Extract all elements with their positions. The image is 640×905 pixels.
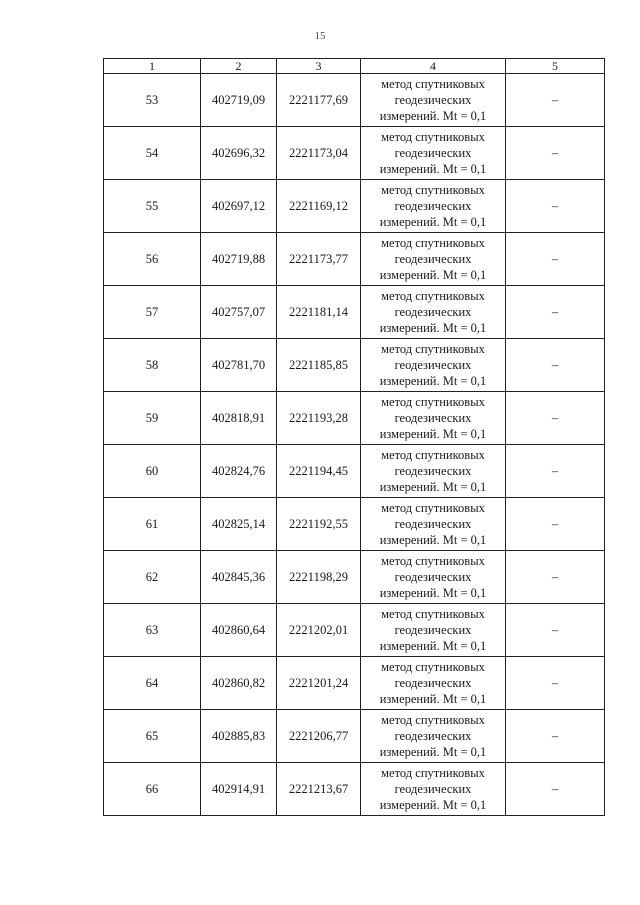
x-coordinate-cell: 402860,82	[201, 657, 277, 710]
point-number-cell: 65	[104, 710, 201, 763]
method-line: измерений. Mt = 0,1	[379, 215, 487, 229]
note-cell: –	[506, 127, 605, 180]
method-line: измерений. Mt = 0,1	[379, 586, 487, 600]
column-header: 1	[104, 59, 201, 74]
method-cell	[361, 763, 506, 816]
table-row	[104, 657, 605, 710]
y-coordinate-cell: 2221201,24	[277, 657, 361, 710]
note-cell: –	[506, 763, 605, 816]
method-cell	[361, 180, 506, 233]
method-line: геодезических	[394, 199, 472, 213]
table-row	[104, 604, 605, 657]
y-coordinate-cell: 2221177,69	[277, 74, 361, 127]
method-cell	[361, 286, 506, 339]
x-coordinate-cell: 402696,32	[201, 127, 277, 180]
note-cell: –	[506, 710, 605, 763]
column-header: 5	[506, 59, 605, 74]
x-coordinate-cell: 402914,91	[201, 763, 277, 816]
method-line: геодезических	[394, 729, 472, 743]
x-coordinate-cell: 402860,64	[201, 604, 277, 657]
method-line: геодезических	[394, 782, 472, 796]
method-line: метод спутниковых	[381, 766, 485, 780]
note-cell: –	[506, 551, 605, 604]
method-line: метод спутниковых	[381, 501, 485, 515]
method-line: геодезических	[394, 252, 472, 266]
method-cell	[361, 392, 506, 445]
method-line: метод спутниковых	[381, 183, 485, 197]
method-line: метод спутниковых	[381, 77, 485, 91]
method-cell	[361, 551, 506, 604]
note-cell: –	[506, 233, 605, 286]
method-line: измерений. Mt = 0,1	[379, 639, 487, 653]
x-coordinate-cell: 402885,83	[201, 710, 277, 763]
method-cell	[361, 657, 506, 710]
point-number-cell: 59	[104, 392, 201, 445]
note-cell: –	[506, 286, 605, 339]
x-coordinate-cell: 402825,14	[201, 498, 277, 551]
method-line: геодезических	[394, 93, 472, 107]
point-number-cell: 64	[104, 657, 201, 710]
y-coordinate-cell: 2221181,14	[277, 286, 361, 339]
method-cell	[361, 710, 506, 763]
x-coordinate-cell: 402697,12	[201, 180, 277, 233]
note-cell: –	[506, 392, 605, 445]
x-coordinate-cell: 402757,07	[201, 286, 277, 339]
method-line: метод спутниковых	[381, 289, 485, 303]
y-coordinate-cell: 2221206,77	[277, 710, 361, 763]
table-header-row	[104, 59, 605, 74]
y-coordinate-cell: 2221202,01	[277, 604, 361, 657]
method-line: геодезических	[394, 146, 472, 160]
method-line: измерений. Mt = 0,1	[379, 745, 487, 759]
method-line: измерений. Mt = 0,1	[379, 692, 487, 706]
method-line: метод спутниковых	[381, 342, 485, 356]
table-row	[104, 233, 605, 286]
method-cell	[361, 127, 506, 180]
y-coordinate-cell: 2221193,28	[277, 392, 361, 445]
method-cell	[361, 339, 506, 392]
point-number-cell: 57	[104, 286, 201, 339]
note-cell: –	[506, 180, 605, 233]
point-number-cell: 55	[104, 180, 201, 233]
y-coordinate-cell: 2221213,67	[277, 763, 361, 816]
x-coordinate-cell: 402719,88	[201, 233, 277, 286]
table-row	[104, 763, 605, 816]
method-line: измерений. Mt = 0,1	[379, 480, 487, 494]
table-row	[104, 445, 605, 498]
table-row	[104, 180, 605, 233]
method-line: метод спутниковых	[381, 236, 485, 250]
method-cell	[361, 74, 506, 127]
point-number-cell: 61	[104, 498, 201, 551]
method-line: метод спутниковых	[381, 554, 485, 568]
method-line: метод спутниковых	[381, 130, 485, 144]
method-cell	[361, 498, 506, 551]
note-cell: –	[506, 498, 605, 551]
table-row	[104, 74, 605, 127]
method-line: метод спутниковых	[381, 660, 485, 674]
point-number-cell: 53	[104, 74, 201, 127]
y-coordinate-cell: 2221185,85	[277, 339, 361, 392]
point-number-cell: 62	[104, 551, 201, 604]
y-coordinate-cell: 2221198,29	[277, 551, 361, 604]
method-line: геодезических	[394, 464, 472, 478]
table-row	[104, 392, 605, 445]
y-coordinate-cell: 2221173,77	[277, 233, 361, 286]
method-line: геодезических	[394, 411, 472, 425]
y-coordinate-cell: 2221194,45	[277, 445, 361, 498]
column-header: 4	[361, 59, 506, 74]
column-header: 2	[201, 59, 277, 74]
table-row	[104, 339, 605, 392]
method-line: измерений. Mt = 0,1	[379, 374, 487, 388]
table-row	[104, 710, 605, 763]
point-number-cell: 66	[104, 763, 201, 816]
method-line: геодезических	[394, 358, 472, 372]
y-coordinate-cell: 2221192,55	[277, 498, 361, 551]
page-number: 15	[314, 30, 326, 42]
method-line: измерений. Mt = 0,1	[379, 427, 487, 441]
method-cell	[361, 233, 506, 286]
method-line: метод спутниковых	[381, 713, 485, 727]
x-coordinate-cell: 402781,70	[201, 339, 277, 392]
point-number-cell: 58	[104, 339, 201, 392]
column-header: 3	[277, 59, 361, 74]
point-number-cell: 63	[104, 604, 201, 657]
point-number-cell: 60	[104, 445, 201, 498]
coordinates-table	[103, 58, 605, 816]
method-line: метод спутниковых	[381, 395, 485, 409]
method-line: геодезических	[394, 517, 472, 531]
method-cell	[361, 604, 506, 657]
method-line: измерений. Mt = 0,1	[379, 321, 487, 335]
method-line: геодезических	[394, 570, 472, 584]
note-cell: –	[506, 657, 605, 710]
method-line: геодезических	[394, 305, 472, 319]
method-line: измерений. Mt = 0,1	[379, 268, 487, 282]
table-row	[104, 498, 605, 551]
x-coordinate-cell: 402818,91	[201, 392, 277, 445]
x-coordinate-cell: 402845,36	[201, 551, 277, 604]
method-line: измерений. Mt = 0,1	[379, 798, 487, 812]
note-cell: –	[506, 445, 605, 498]
point-number-cell: 56	[104, 233, 201, 286]
table-row	[104, 127, 605, 180]
method-line: геодезических	[394, 676, 472, 690]
method-cell	[361, 445, 506, 498]
note-cell: –	[506, 74, 605, 127]
y-coordinate-cell: 2221169,12	[277, 180, 361, 233]
y-coordinate-cell: 2221173,04	[277, 127, 361, 180]
point-number-cell: 54	[104, 127, 201, 180]
x-coordinate-cell: 402824,76	[201, 445, 277, 498]
method-line: измерений. Mt = 0,1	[379, 162, 487, 176]
note-cell: –	[506, 339, 605, 392]
method-line: измерений. Mt = 0,1	[379, 109, 487, 123]
method-line: метод спутниковых	[381, 607, 485, 621]
method-line: геодезических	[394, 623, 472, 637]
table-row	[104, 286, 605, 339]
note-cell: –	[506, 604, 605, 657]
table-row	[104, 551, 605, 604]
x-coordinate-cell: 402719,09	[201, 74, 277, 127]
method-line: измерений. Mt = 0,1	[379, 533, 487, 547]
method-line: метод спутниковых	[381, 448, 485, 462]
